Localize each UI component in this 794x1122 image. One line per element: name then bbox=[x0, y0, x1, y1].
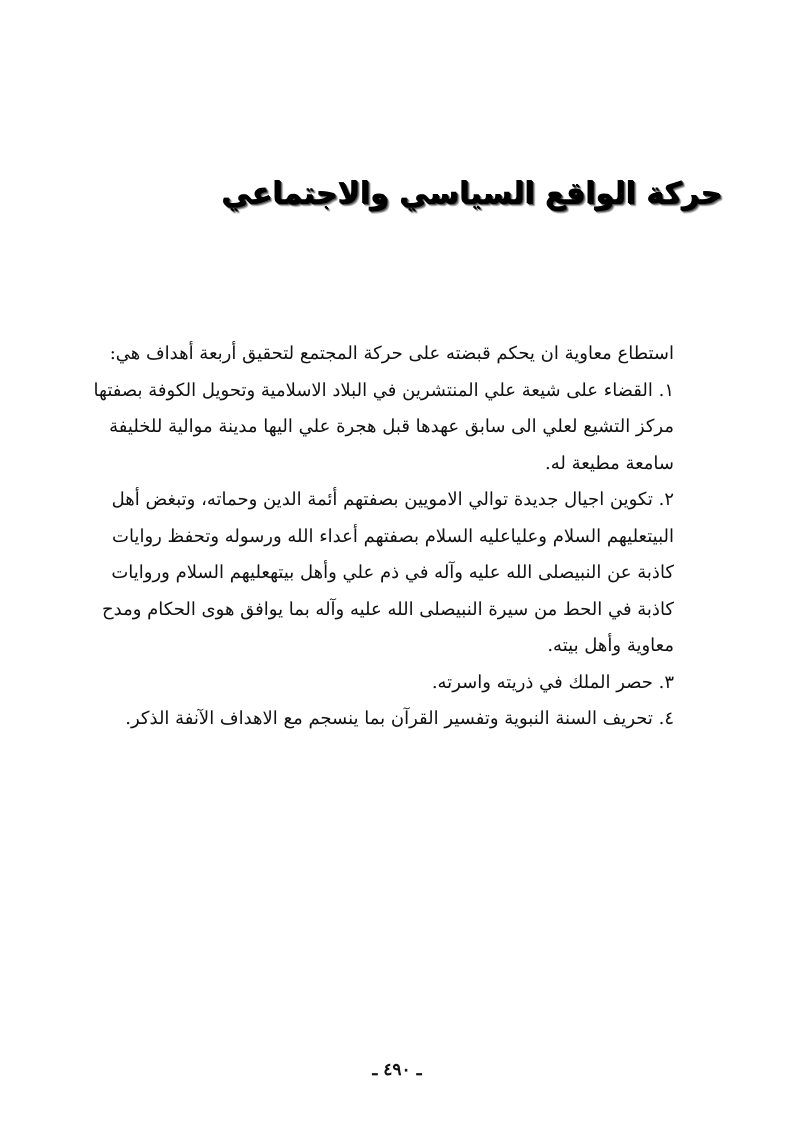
list-item: ٤. تحريف السنة النبوية وتفسير القرآن بما ينسجم مع الاهداف الآنفة الذكر. bbox=[125, 708, 674, 729]
body-text bbox=[72, 336, 722, 738]
list-item: ٣. حصر الملك في ذريته واسرته. bbox=[431, 671, 674, 693]
list-item: ٢. تكوين اجيال جديدة توالي الامويين بصفتهم أئمة الدين وحماته، وتبغض أهل البيتعليهم السلام وعلياعليه السلام بصفتهم أعداء الله ورسوله وتحفظ روايات كاذبة عن النبيصلى الله عليه وآله في ذم علي وأهل بيتهعليهم السلام وروايات كاذبة في الحط من سيرة النبيصلى الله عليه وآله بما يوافق هوى الحكام ومدح معاوية وأهل بيته. bbox=[102, 489, 674, 656]
list-item: ١. القضاء على شيعة علي المنتشرين في البلاد الاسلامية وتحويل الكوفة بصفتها مركز التشيع لعلي الى سابق عهدها قبل هجرة علي اليها مدينة موالية للخليفة سامعة مطيعة له. bbox=[93, 379, 674, 474]
chapter-heading: حركة الواقع السياسي والاجتماعي bbox=[221, 176, 722, 211]
page-number: ـ ٤٩٠ ـ bbox=[372, 1060, 422, 1080]
intro-paragraph: استطاع معاوية ان يحكم قبضته على حركة المجتمع لتحقيق أربعة أهداف هي: bbox=[109, 343, 674, 364]
